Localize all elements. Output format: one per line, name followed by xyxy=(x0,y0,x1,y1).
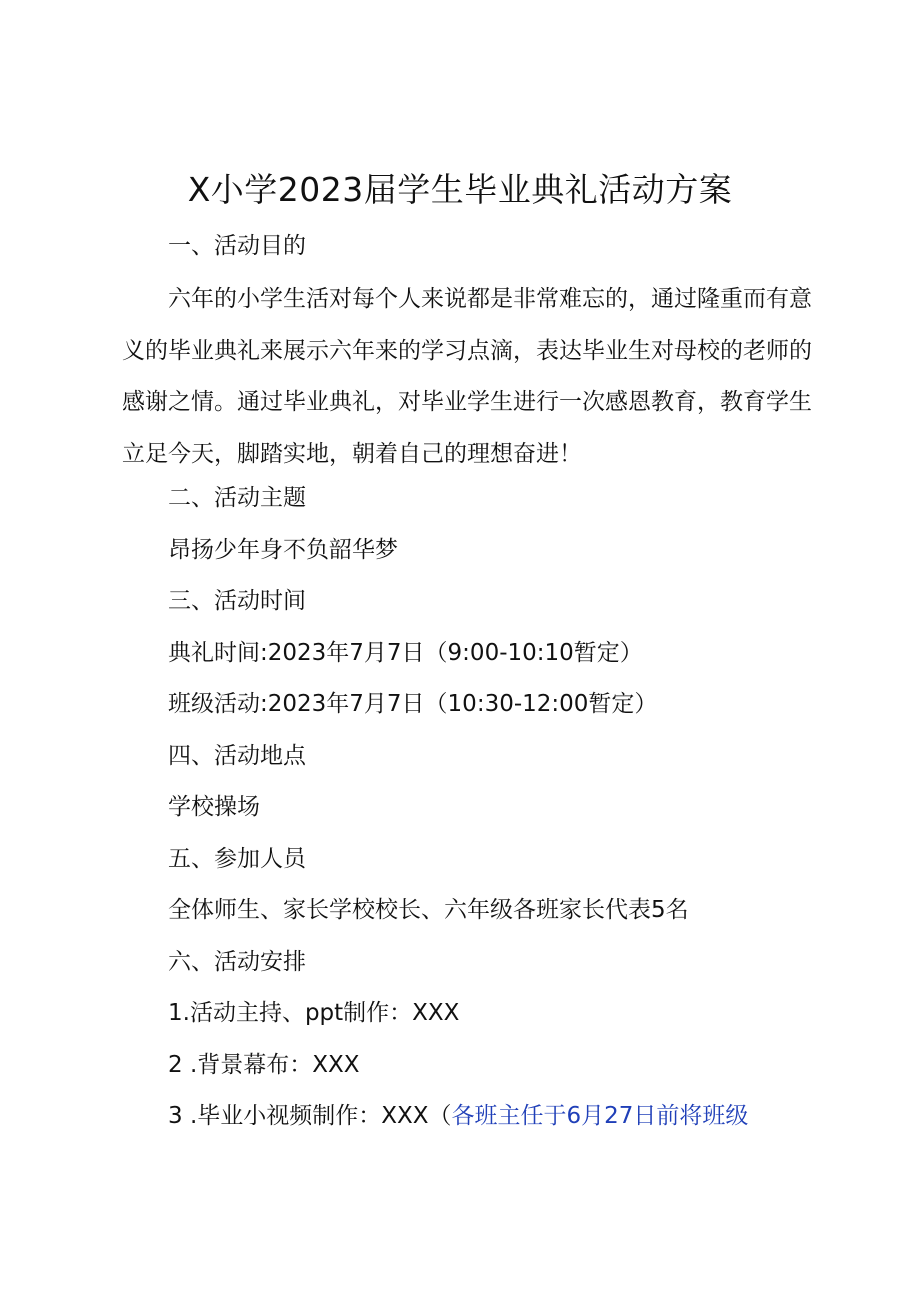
section-heading-location: 四、活动地点 xyxy=(168,743,306,769)
ceremony-time: 典礼时间:2023年7月7日（9:00-10:10暂定） xyxy=(168,640,643,666)
section-heading-time: 三、活动时间 xyxy=(168,588,306,614)
document-title: X小学2023届学生毕业典礼活动方案 xyxy=(187,170,733,209)
purpose-paragraph: 六年的小学生活对每个人来说都是非常难忘的，通过隆重而有意义的毕业典礼来展示六年来的学习点滴，表达毕业生对母校的老师的感谢之情。通过毕业典礼，对毕业学生进行一次感恩教育，教育学生立足今天，脚踏实地，朝着自己的理想奋进！ xyxy=(122,286,812,468)
section-heading-arrangement: 六、活动安排 xyxy=(168,949,306,975)
participants-text: 全体师生、家长学校校长、六年级各班家长代表5名 xyxy=(168,897,689,923)
class-activity-time: 班级活动:2023年7月7日（10:30-12:00暂定） xyxy=(168,691,658,717)
arrangement-item-3-highlight: 各班主任于6月27日前将班级 xyxy=(451,1103,749,1129)
section-heading-participants: 五、参加人员 xyxy=(168,846,306,872)
theme-text: 昂扬少年身不负韶华梦 xyxy=(168,537,398,563)
arrangement-item-1: 1.活动主持、ppt制作：XXX xyxy=(168,1000,460,1026)
arrangement-item-2: 2 .背景幕布：XXX xyxy=(168,1052,360,1078)
section-heading-theme: 二、活动主题 xyxy=(168,485,306,511)
section-heading-purpose: 一、活动目的 xyxy=(168,233,306,259)
arrangement-item-3 xyxy=(168,1100,748,1132)
arrangement-item-3-text: 3 .毕业小视频制作：XXX（ xyxy=(168,1103,452,1129)
location-text: 学校操场 xyxy=(168,794,260,820)
